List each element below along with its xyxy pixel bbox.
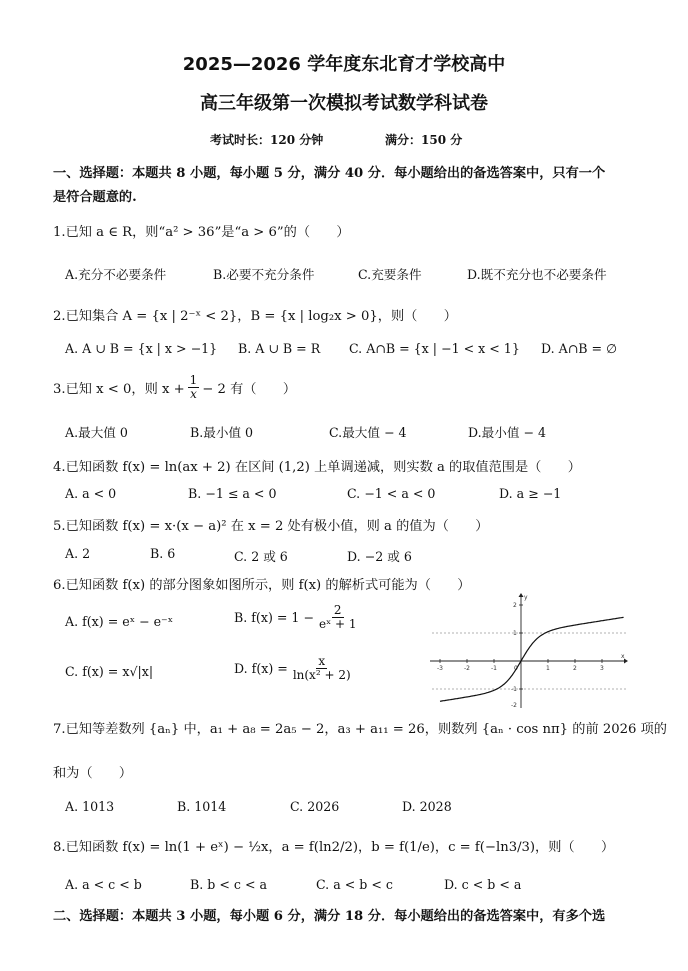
graph-y-arrow-icon bbox=[519, 593, 524, 597]
q4-option-b: B. −1 ≤ a < 0 bbox=[188, 486, 277, 501]
q8-option-a: A. a < c < b bbox=[65, 877, 142, 892]
question-4-stem: 4.已知函数 f(x) = ln(ax + 2) 在区间 (1,2) 上单调递减，则实数 a 的取值范围是（ ） bbox=[53, 460, 581, 475]
q6-option-c: C. f(x) = x√|x| bbox=[65, 664, 154, 679]
y-tick-label: -2 bbox=[511, 702, 517, 709]
q3-fraction-den: x bbox=[190, 386, 197, 401]
q2-option-d: D. A∩B = ∅ bbox=[541, 341, 618, 356]
x-tick-label: 2 bbox=[573, 665, 577, 672]
q6-option-b-pre: B. f(x) = 1 − bbox=[234, 609, 314, 625]
y-axis-label: y bbox=[524, 594, 528, 601]
section1-heading: 一、选择题：本题共 8 小题，每小题 5 分，满分 40 分．每小题给出的备选答案中，只有一个 bbox=[53, 166, 606, 181]
q3-stem-pre: 3.已知 x < 0，则 x + bbox=[53, 381, 185, 397]
exam-duration: 考试时长：120 分钟 bbox=[210, 133, 324, 147]
question-1-stem: 1.已知 a ∈ R，则“a² > 36”是“a > 6”的（ ） bbox=[53, 225, 350, 240]
q7-option-d: D. 2028 bbox=[402, 799, 452, 814]
q2-option-a: A. A ∪ B = {x | x > −1} bbox=[65, 341, 218, 356]
question-3-stem bbox=[53, 374, 296, 400]
q6-option-a: A. f(x) = eˣ − e⁻ˣ bbox=[65, 614, 174, 629]
y-tick-label: 1 bbox=[513, 630, 517, 637]
x-tick-label: 3 bbox=[600, 665, 604, 672]
graph-x-arrow-icon bbox=[624, 659, 628, 664]
q6-option-b-num: 2 bbox=[333, 603, 342, 617]
q3-option-a: A.最大值 0 bbox=[65, 425, 128, 440]
x-tick-label: 0 bbox=[514, 665, 518, 672]
q6-option-d-fraction bbox=[291, 655, 353, 681]
y-tick-label: 2 bbox=[513, 602, 517, 609]
question-7-stem-cont: 和为（ ） bbox=[53, 766, 133, 781]
q6-option-d-num: x bbox=[318, 654, 326, 668]
q7-option-b: B. 1014 bbox=[177, 799, 227, 814]
q6-option-d-den: ln(x² + 2) bbox=[292, 667, 351, 682]
q5-option-c: C. 2 或 6 bbox=[234, 549, 288, 564]
section1-heading-cont: 是符合题意的. bbox=[53, 190, 137, 205]
question-6-stem: 6.已知函数 f(x) 的部分图象如图所示，则 f(x) 的解析式可能为（ ） bbox=[53, 578, 471, 593]
q6-option-d-pre: D. f(x) = bbox=[234, 660, 288, 676]
q7-option-c: C. 2026 bbox=[290, 799, 340, 814]
x-tick-label: -2 bbox=[464, 665, 470, 672]
q5-option-d: D. −2 或 6 bbox=[347, 549, 412, 564]
q3-fraction-num: 1 bbox=[189, 373, 198, 387]
exam-full-score: 满分：150 分 bbox=[385, 133, 463, 147]
q7-option-a: A. 1013 bbox=[65, 799, 115, 814]
q1-option-d: D.既不充分也不必要条件 bbox=[467, 267, 607, 282]
q3-stem-post: − 2 有（ ） bbox=[202, 381, 297, 397]
q6-option-b-den: eˣ + 1 bbox=[318, 616, 357, 631]
section2-heading: 二、选择题：本题共 3 小题，每小题 6 分，满分 18 分．每小题给出的备选答案中，有多个选 bbox=[53, 909, 606, 924]
q3-option-b: B.最小值 0 bbox=[190, 425, 254, 440]
question-8-stem: 8.已知函数 f(x) = ln(1 + eˣ) − ½x，a = f(ln2/2)，b = f(1/e)，c = f(−ln3/3)，则（ ） bbox=[53, 840, 615, 855]
q5-option-b: B. 6 bbox=[150, 546, 176, 561]
q8-option-c: C. a < b < c bbox=[316, 877, 393, 892]
question-7-stem: 7.已知等差数列 {aₙ} 中，a₁ + a₈ = 2a₅ − 2，a₃ + a₁₁ = 26，则数列 {aₙ · cos nπ} 的前 2026 项的 bbox=[53, 722, 667, 737]
graph-tick-labels bbox=[437, 594, 625, 709]
q2-option-b: B. A ∪ B = R bbox=[238, 341, 321, 356]
y-tick-label: -1 bbox=[511, 686, 517, 693]
q4-option-c: C. −1 < a < 0 bbox=[347, 486, 436, 501]
q8-option-b: B. b < c < a bbox=[190, 877, 268, 892]
q1-option-b: B.必要不充分条件 bbox=[213, 267, 315, 282]
q3-option-c: C.最大值 − 4 bbox=[329, 425, 407, 440]
q4-option-d: D. a ≥ −1 bbox=[499, 486, 562, 501]
q2-option-c: C. A∩B = {x | −1 < x < 1} bbox=[349, 341, 520, 356]
x-tick-label: -1 bbox=[491, 665, 497, 672]
q4-option-a: A. a < 0 bbox=[65, 486, 117, 501]
q5-option-a: A. 2 bbox=[65, 546, 91, 561]
q6-option-b bbox=[234, 604, 359, 630]
q3-fraction bbox=[188, 374, 200, 400]
question-2-stem: 2.已知集合 A = {x | 2⁻ˣ < 2}，B = {x | log₂x > 0}，则（ ） bbox=[53, 309, 457, 324]
q1-option-a: A.充分不必要条件 bbox=[65, 267, 167, 282]
q3-option-d: D.最小值 − 4 bbox=[468, 425, 547, 440]
q6-option-b-fraction bbox=[317, 604, 359, 630]
exam-title-line1: 2025—2026 学年度东北育才学校高中 bbox=[182, 54, 506, 75]
q1-option-c: C.充要条件 bbox=[358, 267, 422, 282]
x-tick-label: -3 bbox=[437, 665, 443, 672]
q8-option-d: D. c < b < a bbox=[444, 877, 522, 892]
question-5-stem: 5.已知函数 f(x) = x·(x − a)² 在 x = 2 处有极小值，则 a 的值为（ ） bbox=[53, 519, 489, 534]
q6-function-graph bbox=[428, 592, 630, 710]
exam-title-line2: 高三年级第一次模拟考试数学科试卷 bbox=[200, 93, 488, 114]
x-axis-label: x bbox=[621, 653, 625, 660]
x-tick-label: 1 bbox=[546, 665, 550, 672]
q6-option-d bbox=[234, 655, 353, 681]
